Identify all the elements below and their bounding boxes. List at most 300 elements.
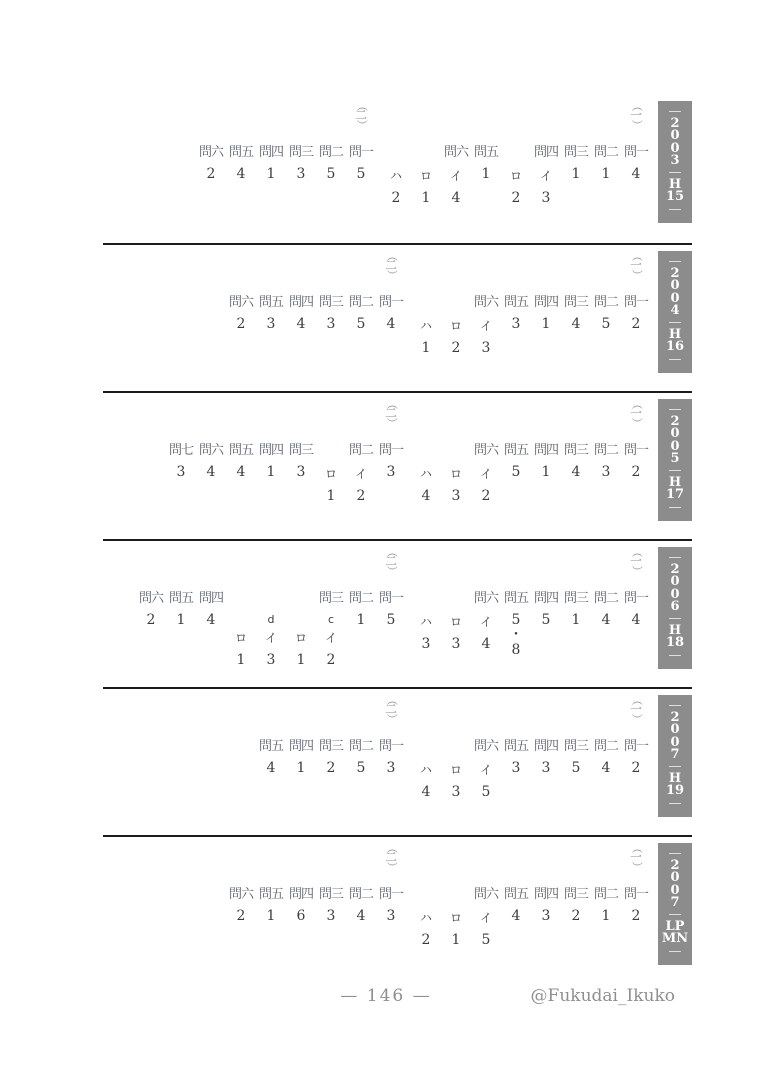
question-label: 問六	[443, 145, 468, 160]
year-label-box	[658, 843, 692, 965]
answer-kana: ロ	[449, 911, 462, 925]
question-group	[591, 689, 621, 800]
marker-char: ）	[385, 417, 398, 429]
question-group	[286, 393, 316, 504]
answer-column	[316, 837, 346, 948]
answer-column	[346, 689, 376, 800]
answer-value	[471, 341, 501, 356]
year-box-line: —	[668, 201, 682, 217]
question-label	[316, 439, 346, 465]
answer-column	[286, 393, 316, 504]
answer-digit: 5	[481, 932, 491, 948]
question-label: 問六	[473, 887, 498, 902]
answer-digit: 3	[266, 652, 276, 668]
year-box-line: 16	[665, 339, 685, 355]
question-label	[441, 883, 471, 909]
answer-value	[501, 613, 531, 658]
answer-column	[471, 393, 501, 504]
question-label: 問五	[503, 443, 528, 458]
answer-value	[286, 465, 316, 480]
marker-char: 二	[384, 702, 397, 716]
answer-digit: 3	[541, 908, 551, 924]
year-box-line: 7	[670, 746, 680, 762]
question-label: 問五	[473, 145, 498, 160]
questions-row	[196, 95, 376, 206]
question-label: 問五	[503, 887, 528, 902]
answer-digit: 1	[176, 612, 186, 628]
question-label: 問三	[288, 145, 313, 160]
marker-char: ）	[355, 119, 368, 131]
answer-column	[411, 541, 441, 668]
answer-column	[531, 245, 561, 356]
answer-digit: 2	[571, 908, 581, 924]
answer-digit: 4	[571, 316, 581, 332]
question-label: 問六	[198, 145, 223, 160]
answer-value	[501, 191, 531, 206]
answer-digit: 4	[631, 612, 641, 628]
question-label: 問四	[533, 739, 558, 754]
exam-section	[103, 243, 692, 391]
year-box-line: H	[668, 327, 682, 343]
answer-column	[286, 245, 316, 356]
answer-digit: 3	[481, 340, 491, 356]
question-label: 問二	[348, 295, 373, 310]
question-group	[591, 541, 621, 668]
answer-value	[196, 465, 226, 480]
part-marker	[384, 252, 398, 279]
questions-row	[411, 837, 651, 948]
question-label	[411, 587, 441, 613]
marker-char: 一	[629, 554, 642, 568]
answer-column	[381, 95, 411, 206]
year-box-line: 2	[670, 562, 680, 578]
answer-digit: 4	[481, 636, 491, 652]
answer-value	[256, 653, 286, 668]
question-group	[561, 837, 591, 948]
question-label	[226, 587, 256, 613]
question-group	[531, 689, 561, 800]
answer-value	[256, 909, 286, 924]
answer-column	[441, 393, 471, 504]
answer-digit: 2	[146, 612, 156, 628]
year-box-line: —	[668, 499, 682, 515]
answer-column	[286, 689, 316, 800]
answer-value	[256, 761, 286, 776]
year-box-line: —	[668, 165, 682, 181]
answer-digit: 1	[266, 464, 276, 480]
answer-digit: 1	[421, 340, 431, 356]
answer-digit: 1	[421, 190, 431, 206]
answer-value	[411, 341, 441, 356]
watermark-handle: @Fukudai_Ikuko	[530, 986, 675, 1006]
year-box-line: —	[668, 907, 682, 923]
question-label	[411, 883, 441, 909]
question-group	[286, 837, 316, 948]
answer-value	[471, 167, 501, 182]
answer-digit: 3	[296, 166, 306, 182]
answer-column	[316, 689, 346, 800]
question-label: 問二	[593, 887, 618, 902]
question-group	[411, 541, 501, 668]
year-box-line: —	[668, 315, 682, 331]
question-label: 問二	[318, 145, 343, 160]
question-group	[501, 95, 561, 206]
answer-value	[411, 191, 441, 206]
answer-value	[471, 637, 501, 652]
question-group	[346, 837, 376, 948]
answer-column	[501, 689, 531, 800]
year-box-line: H	[668, 623, 682, 639]
marker-char: 二	[354, 108, 367, 122]
answer-value	[621, 761, 651, 776]
answer-value	[226, 317, 256, 332]
question-label: 問一	[378, 443, 403, 458]
answer-value	[256, 167, 286, 182]
question-group	[531, 245, 561, 356]
answer-column	[471, 541, 501, 668]
question-label: 問四	[288, 887, 313, 902]
answer-column	[591, 95, 621, 206]
question-label: 問六	[473, 739, 498, 754]
exam-part	[411, 541, 651, 668]
marker-char: （	[630, 250, 643, 262]
answer-kana: イ	[539, 169, 552, 183]
marker-char: （	[630, 546, 643, 558]
marker-char: 一	[629, 850, 642, 864]
answer-column	[411, 95, 441, 206]
question-label: 問五	[258, 295, 283, 310]
answer-column	[256, 541, 286, 668]
year-box-line: 0	[670, 722, 680, 738]
answer-value	[376, 909, 406, 924]
exam-part	[381, 95, 651, 206]
question-label: 問三	[318, 887, 343, 902]
question-group	[531, 393, 561, 504]
answer-digit: 5	[356, 760, 366, 776]
answer-value	[346, 761, 376, 776]
marker-char: （	[355, 100, 368, 112]
exam-part	[136, 541, 406, 668]
year-box-line: 3	[670, 152, 680, 168]
answer-value	[591, 761, 621, 776]
page-footer	[0, 986, 772, 1016]
answer-kana: イ	[354, 467, 367, 481]
answer-kana: イ	[479, 911, 492, 925]
answer-value	[226, 653, 256, 668]
answer-digit: 5	[326, 166, 336, 182]
answer-digit: 3	[176, 464, 186, 480]
answer-value	[286, 317, 316, 332]
year-box-line: —	[668, 611, 682, 627]
marker-char: （	[630, 398, 643, 410]
question-label: 問五	[228, 145, 253, 160]
sections-container	[103, 95, 692, 983]
answer-column	[561, 95, 591, 206]
answer-value	[286, 909, 316, 924]
question-label: 問四	[288, 739, 313, 754]
exam-part	[226, 245, 406, 356]
answer-kana: イ	[479, 763, 492, 777]
answer-digit: 5	[601, 316, 611, 332]
answer-column	[256, 689, 286, 800]
exam-part	[166, 393, 406, 504]
answer-column	[591, 837, 621, 948]
answer-value	[226, 167, 256, 182]
part-marker	[629, 102, 643, 129]
answer-digit: 3	[511, 316, 521, 332]
question-group	[346, 541, 376, 668]
answer-kana: ハ	[419, 911, 432, 925]
answer-digit: 1	[481, 166, 491, 182]
question-label: 問一	[623, 295, 648, 310]
question-group	[531, 541, 561, 668]
question-label	[411, 291, 441, 317]
answer-value	[561, 465, 591, 480]
question-label: 問二	[593, 591, 618, 606]
answer-kana: ロ	[449, 467, 462, 481]
answer-digit: 2	[326, 652, 336, 668]
questions-row	[411, 393, 651, 504]
question-group	[256, 689, 286, 800]
part-marker	[629, 696, 643, 723]
answer-column	[316, 541, 346, 668]
answer-value	[501, 465, 531, 480]
answer-value	[561, 613, 591, 628]
answer-column	[226, 837, 256, 948]
answer-value	[136, 613, 166, 628]
year-box-line: 17	[665, 487, 685, 503]
answer-digit: 4	[356, 908, 366, 924]
answer-column	[196, 393, 226, 504]
answer-value	[256, 317, 286, 332]
question-group	[226, 393, 256, 504]
question-label	[441, 439, 471, 465]
answer-column	[411, 689, 441, 800]
exam-part	[256, 689, 406, 800]
part-marker	[354, 102, 368, 129]
answer-column	[226, 245, 256, 356]
answer-digit: 3	[386, 464, 396, 480]
answer-digit: 3	[326, 908, 336, 924]
answer-value	[411, 933, 441, 948]
marker-char: ）	[630, 565, 643, 577]
question-label: 問一	[378, 739, 403, 754]
answer-column	[531, 689, 561, 800]
year-box-line: H	[668, 771, 682, 787]
answer-digit: 4	[511, 908, 521, 924]
answer-value	[441, 637, 471, 652]
marker-char: ）	[385, 565, 398, 577]
answer-value	[226, 909, 256, 924]
answer-digit: 3	[601, 464, 611, 480]
answer-column	[316, 95, 346, 206]
part-marker	[384, 400, 398, 427]
answer-column	[441, 245, 471, 356]
answer-value	[621, 613, 651, 628]
answer-digit: 8	[511, 642, 521, 658]
answer-value	[471, 785, 501, 800]
year-box-line: 0	[670, 426, 680, 442]
year-box-line: —	[668, 463, 682, 479]
answer-value	[316, 909, 346, 924]
answer-column	[196, 95, 226, 206]
year-label-box	[658, 695, 692, 817]
answer-value	[381, 191, 411, 206]
answer-value	[411, 637, 441, 652]
answer-value	[591, 613, 621, 628]
marker-char: ）	[630, 713, 643, 725]
question-group	[411, 689, 501, 800]
year-box-line: 0	[670, 128, 680, 144]
question-group	[471, 95, 501, 206]
answer-column	[531, 95, 561, 206]
answer-value	[561, 167, 591, 182]
answer-value	[441, 933, 471, 948]
question-label: 問二	[593, 443, 618, 458]
question-label: 問五	[258, 887, 283, 902]
marker-char: （	[630, 694, 643, 706]
answer-column	[501, 245, 531, 356]
question-label: 問五	[503, 295, 528, 310]
answer-column	[471, 95, 501, 206]
answer-kana: ロ	[449, 319, 462, 333]
marker-char: ）	[630, 269, 643, 281]
answer-digit: 4	[236, 166, 246, 182]
answer-column	[316, 245, 346, 356]
answer-kana: イ	[449, 169, 462, 183]
answer-column	[561, 245, 591, 356]
answer-value	[376, 613, 406, 628]
question-group	[136, 541, 166, 668]
answer-digit: 3	[451, 784, 461, 800]
answer-digit: 2	[236, 908, 246, 924]
question-label	[441, 291, 471, 317]
marker-char: 二	[384, 258, 397, 272]
answer-digit: 1	[296, 760, 306, 776]
marker-char: ）	[630, 861, 643, 873]
parts-row	[191, 95, 651, 206]
year-box-line: —	[668, 104, 682, 119]
answer-digit: 2	[236, 316, 246, 332]
year-box-line: H	[668, 475, 682, 491]
question-label	[411, 141, 441, 167]
marker-char: ）	[630, 119, 643, 131]
question-group	[501, 837, 531, 948]
answer-column	[561, 837, 591, 948]
answer-kana: ハ	[389, 169, 402, 183]
question-group	[166, 541, 196, 668]
question-group	[591, 95, 621, 206]
answer-column	[501, 393, 531, 504]
answer-kana: ロ	[449, 763, 462, 777]
question-label: 問六	[138, 591, 163, 606]
question-label: 問三	[563, 295, 588, 310]
answer-column	[561, 541, 591, 668]
answer-column	[226, 541, 256, 668]
answer-value	[561, 909, 591, 924]
answer-digit: 3	[421, 636, 431, 652]
question-group	[286, 689, 316, 800]
question-group	[346, 245, 376, 356]
answer-value	[196, 613, 226, 628]
year-box-line: 15	[665, 189, 685, 205]
question-label: 問三	[563, 443, 588, 458]
answer-column	[226, 393, 256, 504]
exam-section	[103, 835, 692, 983]
answer-value	[471, 933, 501, 948]
question-group	[561, 95, 591, 206]
answer-digit: 5	[356, 316, 366, 332]
year-box-line: —	[668, 550, 682, 565]
parts-row	[161, 393, 651, 504]
answer-digit: 3	[511, 760, 521, 776]
year-label-box	[658, 399, 692, 521]
year-box-line: 0	[670, 290, 680, 306]
question-label: 問三	[563, 739, 588, 754]
answer-value	[561, 317, 591, 332]
question-label: 問四	[258, 443, 283, 458]
question-label: 問五	[258, 739, 283, 754]
answer-digit: ・	[509, 627, 523, 643]
part-marker	[629, 252, 643, 279]
marker-char: （	[630, 842, 643, 854]
answer-column	[501, 541, 531, 668]
year-box-line: —	[668, 647, 682, 663]
question-label: 問一	[378, 295, 403, 310]
part-marker	[629, 400, 643, 427]
answer-column	[166, 393, 196, 504]
question-label: 問二	[593, 145, 618, 160]
answer-kana: ロ	[419, 169, 432, 183]
answer-value	[346, 167, 376, 182]
year-box-line: 5	[670, 450, 680, 466]
questions-row	[411, 689, 651, 800]
question-label: 問二	[348, 443, 373, 458]
answer-column	[411, 837, 441, 948]
parts-row	[251, 689, 651, 800]
question-label: 問三	[563, 591, 588, 606]
answer-value	[316, 489, 346, 504]
answer-column	[441, 689, 471, 800]
answer-digit: 2	[481, 488, 491, 504]
question-group	[316, 245, 346, 356]
answer-column	[441, 837, 471, 948]
answer-value	[346, 909, 376, 924]
questions-row	[226, 837, 406, 948]
answer-value	[376, 317, 406, 332]
question-group	[256, 245, 286, 356]
question-group	[316, 393, 376, 504]
question-label	[381, 141, 411, 167]
year-box-line: 0	[670, 278, 680, 294]
answer-digit: 3	[451, 488, 461, 504]
answer-digit: 1	[296, 652, 306, 668]
question-label: 問四	[533, 887, 558, 902]
question-label: 問三	[563, 145, 588, 160]
question-group	[226, 95, 256, 206]
answer-column	[441, 95, 471, 206]
year-box-line: 2	[670, 116, 680, 132]
answer-digit: 6	[296, 908, 306, 924]
answer-digit: 3	[296, 464, 306, 480]
answer-digit: 4	[421, 784, 431, 800]
question-group	[196, 393, 226, 504]
question-group	[256, 837, 286, 948]
question-group	[286, 95, 316, 206]
question-label: 問二	[348, 887, 373, 902]
answer-digit: 2	[206, 166, 216, 182]
question-group	[591, 393, 621, 504]
